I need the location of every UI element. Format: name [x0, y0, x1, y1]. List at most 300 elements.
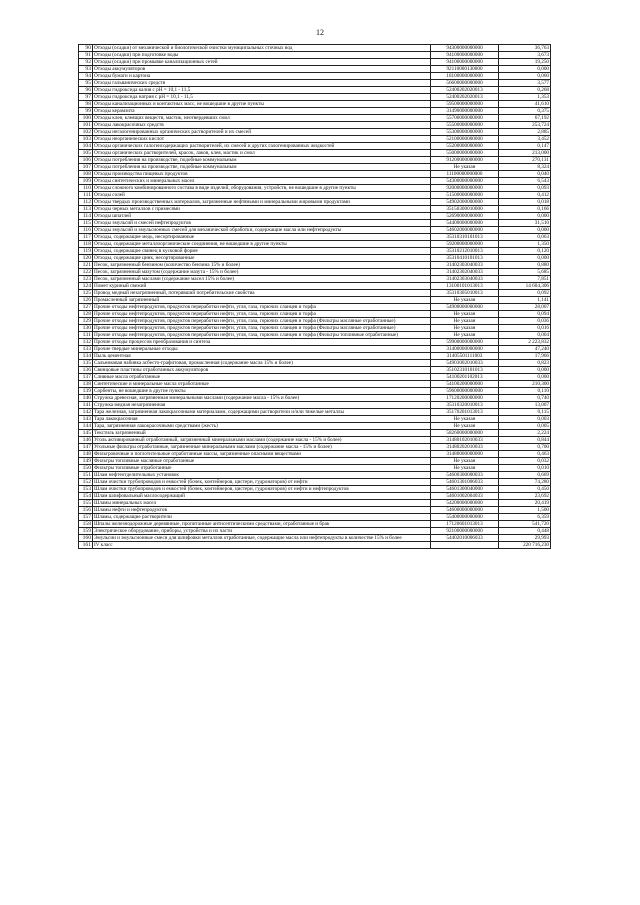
row-number: 155 — [79, 500, 93, 507]
waste-name: Прочие отходы нефтепродуктов, продуктов переработки нефти, угля, газа, горючих сланцев и торфа — [93, 311, 431, 318]
waste-quantity: 0,000 — [499, 367, 551, 374]
table-row — [79, 444, 551, 451]
table-row — [79, 262, 551, 269]
waste-quantity: 0,120 — [499, 248, 551, 255]
waste-quantity: 2 223,832 — [499, 339, 551, 346]
waste-quantity: 23,692 — [499, 493, 551, 500]
waste-table-body — [79, 45, 551, 549]
waste-code: 59500000000000 — [431, 101, 499, 108]
waste-quantity: 6,359 — [499, 514, 551, 521]
waste-code: 94300000000000 — [431, 45, 499, 52]
waste-quantity: 31,510 — [499, 220, 551, 227]
waste-quantity: 17,966 — [499, 353, 551, 360]
table-row — [79, 150, 551, 157]
row-number: 148 — [79, 451, 93, 458]
table-row — [79, 94, 551, 101]
waste-name: Пыль цементная — [93, 353, 431, 360]
page-number: 12 — [316, 28, 324, 37]
waste-quantity: 0,166 — [499, 206, 551, 213]
table-row — [79, 395, 551, 402]
table-row — [79, 45, 551, 52]
row-number: 95 — [79, 80, 93, 87]
waste-quantity: 0,880 — [499, 262, 551, 269]
row-number: 125 — [79, 290, 93, 297]
waste-code: 52100000000000 — [431, 136, 499, 143]
waste-code: Не указан — [431, 318, 499, 325]
waste-name: Отходы эмульсий и эмульсионных смесей для механической обработки, содержащие масла или нефтепродукты — [93, 227, 431, 234]
waste-name: Фильтры топливные отработанные — [93, 465, 431, 472]
waste-quantity: 210,300 — [499, 381, 551, 388]
waste-code: 54601002004033 — [431, 493, 499, 500]
waste-code: Не указан — [431, 458, 499, 465]
waste-quantity: 29,993 — [499, 535, 551, 542]
table-row — [79, 269, 551, 276]
table-row — [79, 136, 551, 143]
waste-quantity: 0,700 — [499, 444, 551, 451]
waste-quantity: 0,004 — [499, 332, 551, 339]
waste-code: 31400000000000 — [431, 346, 499, 353]
waste-code: 35310320010013 — [431, 402, 499, 409]
waste-quantity: 0,000 — [499, 66, 551, 73]
waste-name: Текстиль загрязненный — [93, 430, 431, 437]
waste-name: Отходы сложного комбинированного состава в виде изделий, оборудования, устройств, не вошедшие в другие пункты — [93, 185, 431, 192]
table-row — [79, 101, 551, 108]
table-row — [79, 423, 551, 430]
row-number: 113 — [79, 206, 93, 213]
table-row — [79, 192, 551, 199]
waste-code: 35310410101013 — [431, 255, 499, 262]
waste-code: 55200000000000 — [431, 143, 499, 150]
waste-code: 52400202020013 — [431, 87, 499, 94]
table-row — [79, 409, 551, 416]
waste-name: Отходы лакокрасочных средств — [93, 122, 431, 129]
waste-code: 35310212010013 — [431, 248, 499, 255]
waste-name: Отходы эмульсий и смесей нефтепродуктов — [93, 220, 431, 227]
waste-quantity: 20,419 — [499, 500, 551, 507]
waste-quantity: 0,094 — [499, 311, 551, 318]
row-number: 104 — [79, 143, 93, 150]
waste-code: 59900000000000 — [431, 339, 499, 346]
row-number: 105 — [79, 150, 93, 157]
row-number: 112 — [79, 199, 93, 206]
waste-quantity: 13,007 — [499, 402, 551, 409]
waste-code: 54100200000000 — [431, 381, 499, 388]
row-number: 90 — [79, 45, 93, 52]
waste-quantity: 0,000 — [499, 213, 551, 220]
waste-code: 31405501111003 — [431, 353, 499, 360]
waste-name: Отходы твердых производственных материалов, загрязненные нефтяными и минеральными жировыми продуктами — [93, 199, 431, 206]
waste-name: Отходы бумаги и картона — [93, 73, 431, 80]
table-row — [79, 381, 551, 388]
waste-quantity: 3,452 — [499, 136, 551, 143]
table-row — [79, 486, 551, 493]
waste-quantity: 0,412 — [499, 192, 551, 199]
row-number: 96 — [79, 87, 93, 94]
waste-name: Прочие отходы нефтепродуктов, продуктов переработки нефти, угля, газа, горючих сланцев и торфа (Фильтры масляные отработанные) — [93, 318, 431, 325]
waste-quantity: 0,032 — [499, 458, 551, 465]
table-row — [79, 297, 551, 304]
row-number: 129 — [79, 318, 93, 325]
waste-name: Отходы, содержащие металлоорганические соединения, не вошедшие в другие пункты — [93, 241, 431, 248]
table-row — [79, 290, 551, 297]
waste-quantity: 36,763 — [499, 45, 551, 52]
waste-name: Прочие отходы нефтепродуктов, продуктов переработки нефти, угля, газа, горючих сланцев и торфа — [93, 304, 431, 311]
waste-code: 31480000000000 — [431, 451, 499, 458]
row-number: 138 — [79, 381, 93, 388]
waste-name: Эмульсии и эмульсионные смеси для шлифовки металлов отработанные, содержащие масла или нефтепродукты в количестве 15% и более — [93, 535, 431, 542]
table-row — [79, 87, 551, 94]
row-number: 127 — [79, 304, 93, 311]
table-row — [79, 178, 551, 185]
waste-name: Сливные масла отработанные — [93, 374, 431, 381]
table-row — [79, 318, 551, 325]
row-number: 109 — [79, 178, 93, 185]
table-row — [79, 458, 551, 465]
waste-name: Отходы органических галогенсодержащих растворителей, их смесей и других галогенированных жидкостей — [93, 143, 431, 150]
waste-name: Тара, загрязненная лакокрасочными средствами (жесть) — [93, 423, 431, 430]
waste-name: Фильтры топливные масляные отработанные — [93, 458, 431, 465]
table-row — [79, 535, 551, 542]
row-number: 135 — [79, 360, 93, 367]
row-number: 136 — [79, 367, 93, 374]
waste-name: Отходы черных металлов с примесями — [93, 206, 431, 213]
table-row — [79, 430, 551, 437]
waste-code: 55300000000000 — [431, 129, 499, 136]
row-number: 99 — [79, 108, 93, 115]
waste-code: Не указан — [431, 332, 499, 339]
row-number: 115 — [79, 220, 93, 227]
waste-name: Отходы канализационных и контактных масс, не вошедшие в другие пункты — [93, 101, 431, 108]
row-number: 130 — [79, 325, 93, 332]
waste-code: Не указан — [431, 164, 499, 171]
waste-code: 54601301006033 — [431, 479, 499, 486]
waste-quantity: 1,350 — [499, 241, 551, 248]
waste-code: 52690000000000 — [431, 213, 499, 220]
waste-name: Стружка древесная, загрязненная минеральными маслами (содержание масла - 15% и более) — [93, 395, 431, 402]
waste-name: Отходы солей — [93, 192, 431, 199]
row-number: 101 — [79, 122, 93, 129]
waste-name: Электрическое оборудование, приборы, устройства и их части — [93, 528, 431, 535]
waste-code: Не указан — [431, 297, 499, 304]
waste-code: 92110000130000 — [431, 66, 499, 73]
table-row — [79, 346, 551, 353]
table-row — [79, 374, 551, 381]
waste-code: 54601300040000 — [431, 486, 499, 493]
waste-code: 31490000000000 — [431, 108, 499, 115]
waste-quantity: 0,669 — [499, 472, 551, 479]
waste-code: 18100000000000 — [431, 73, 499, 80]
row-number: 133 — [79, 346, 93, 353]
waste-quantity: 0,450 — [499, 486, 551, 493]
row-number: 132 — [79, 339, 93, 346]
waste-name: Шламы нефти и нефтепродуктов — [93, 507, 431, 514]
waste-code: 54600300000033 — [431, 472, 499, 479]
table-row — [79, 283, 551, 290]
row-number: 157 — [79, 514, 93, 521]
row-number: 106 — [79, 157, 93, 164]
waste-quantity: 0,016 — [499, 325, 551, 332]
row-number: 140 — [79, 395, 93, 402]
row-number: 107 — [79, 164, 93, 171]
waste-code: 91200000000000 — [431, 157, 499, 164]
waste-name: Отходы, содержащие свинец в кусковой форме — [93, 248, 431, 255]
waste-quantity: 0,060 — [499, 73, 551, 80]
waste-name: Сальниковая набивка асбесто-графитовая, промасленная (содержание масла 15% и более) — [93, 360, 431, 367]
waste-code: 54900000000000 — [431, 304, 499, 311]
waste-name: Песок, загрязненный мазутом (содержание мазута - 15% и более) — [93, 269, 431, 276]
waste-name: Тара лакокрасочная — [93, 416, 431, 423]
table-row — [79, 227, 551, 234]
waste-code: 54402010006033 — [431, 535, 499, 542]
waste-name: Помет куриный свежий — [93, 283, 431, 290]
waste-quantity: 3,577 — [499, 80, 551, 87]
row-number: 98 — [79, 101, 93, 108]
row-number: 146 — [79, 437, 93, 444]
table-row — [79, 206, 551, 213]
row-number: 122 — [79, 269, 93, 276]
table-row — [79, 185, 551, 192]
table-row — [79, 213, 551, 220]
table-row — [79, 437, 551, 444]
waste-code: 31480102010033 — [431, 437, 499, 444]
table-row — [79, 248, 551, 255]
waste-code: 94100000000000 — [431, 59, 499, 66]
row-number: 143 — [79, 416, 93, 423]
row-number: 120 — [79, 255, 93, 262]
waste-code: 35102310101013 — [431, 367, 499, 374]
table-row — [79, 367, 551, 374]
waste-quantity: 0,375 — [499, 108, 551, 115]
table-row — [79, 311, 551, 318]
waste-code: 92000000000000 — [431, 185, 499, 192]
waste-name: Уголь активированный отработанный, загрязненный минеральными маслами (содержание масла - 15% и более) — [93, 437, 431, 444]
waste-quantity: 1,500 — [499, 507, 551, 514]
waste-name: Отходы аккумуляторов — [93, 66, 431, 73]
waste-name: IV класс — [93, 542, 431, 549]
table-row — [79, 171, 551, 178]
table-row — [79, 304, 551, 311]
waste-code: 51500000000000 — [431, 192, 499, 199]
waste-quantity: 8,324 — [499, 164, 551, 171]
waste-quantity: 0,000 — [499, 227, 551, 234]
table-row — [79, 416, 551, 423]
waste-code: Не указан — [431, 311, 499, 318]
row-number: 158 — [79, 521, 93, 528]
waste-code: 55000000000000 — [431, 150, 499, 157]
table-row — [79, 255, 551, 262]
row-number: 124 — [79, 283, 93, 290]
waste-table — [78, 44, 551, 549]
waste-quantity: 0,110 — [499, 388, 551, 395]
table-row — [79, 59, 551, 66]
waste-name: Отходы (осадки) при промывке канализационных сетей — [93, 59, 431, 66]
waste-code: 31402302040033 — [431, 269, 499, 276]
waste-code: 35310310101013 — [431, 234, 499, 241]
row-number: 93 — [79, 66, 93, 73]
table-row — [79, 122, 551, 129]
waste-quantity: 0,823 — [499, 360, 551, 367]
waste-name: Прочие отходы нефтепродуктов, продуктов переработки нефти, угля, газа, горючих сланцев и торфа (Фильтры топливные отработанные) — [93, 332, 431, 339]
waste-code: 13100101013013 — [431, 283, 499, 290]
waste-code: 31480202010033 — [431, 444, 499, 451]
waste-code: 92100000000000 — [431, 528, 499, 535]
waste-quantity: 0,010 — [499, 465, 551, 472]
waste-code: 55500000000000 — [431, 122, 499, 129]
waste-code: 56600000000000 — [431, 80, 499, 87]
table-row — [79, 234, 551, 241]
waste-quantity: 0,003 — [499, 416, 551, 423]
row-number: 145 — [79, 430, 93, 437]
waste-code: 35170201013013 — [431, 409, 499, 416]
waste-code: 31402303040033 — [431, 276, 499, 283]
table-row — [79, 199, 551, 206]
waste-code — [431, 542, 499, 549]
row-number: 118 — [79, 241, 93, 248]
waste-quantity: 6,543 — [499, 178, 551, 185]
row-number: 121 — [79, 262, 93, 269]
table-row — [79, 388, 551, 395]
waste-quantity: 0,005 — [499, 423, 551, 430]
waste-quantity: 0,000 — [499, 255, 551, 262]
waste-quantity: 14 604,306 — [499, 283, 551, 290]
table-row — [79, 353, 551, 360]
table-row — [79, 80, 551, 87]
waste-quantity: 47,240 — [499, 346, 551, 353]
waste-name: Песок, загрязненный маслами (содержание масел 15% и более) — [93, 276, 431, 283]
row-number: 131 — [79, 332, 93, 339]
table-row — [79, 514, 551, 521]
waste-code: Не указан — [431, 325, 499, 332]
waste-name: Тара железная, загрязненная лакокрасочными материалами, содержащими растворители и/или тяжелые металлы — [93, 409, 431, 416]
waste-quantity: 0,018 — [499, 199, 551, 206]
row-number: 128 — [79, 311, 93, 318]
waste-quantity: 0,147 — [499, 143, 551, 150]
table-row — [79, 52, 551, 59]
waste-quantity: 74,280 — [499, 479, 551, 486]
waste-quantity: 220 716,230 — [499, 542, 551, 549]
waste-name: Фильтровочные и поглотительные отработанные массы, загрязненные опасными веществами — [93, 451, 431, 458]
row-number: 94 — [79, 73, 93, 80]
waste-quantity: 5,685 — [499, 269, 551, 276]
waste-name: Шлам очистки трубопроводов и емкостей (бочек, контейнеров, цистерн, гудронаторов) от нефти — [93, 479, 431, 486]
row-number: 151 — [79, 472, 93, 479]
waste-code: 54902000000000 — [431, 199, 499, 206]
waste-name: Свинцовые пластины отработанных аккумуляторов — [93, 367, 431, 374]
table-row — [79, 332, 551, 339]
waste-quantity: 0,740 — [499, 395, 551, 402]
row-number: 144 — [79, 423, 93, 430]
row-number: 114 — [79, 213, 93, 220]
waste-code: 54903002010033 — [431, 360, 499, 367]
table-row — [79, 500, 551, 507]
waste-code: 54400000000000 — [431, 220, 499, 227]
waste-name: Шпалы железнодорожные деревянные, пропитанные антисептическими средствами, отработанные и брак — [93, 521, 431, 528]
waste-code: 59600000000000 — [431, 388, 499, 395]
table-row — [79, 493, 551, 500]
table-row — [79, 339, 551, 346]
waste-code: 31402303040033 — [431, 262, 499, 269]
waste-name: Отходы шпатлей — [93, 213, 431, 220]
row-number: 117 — [79, 234, 93, 241]
waste-name: Отходы гидроксида натрия с pH = 10,1 - 11,5 — [93, 94, 431, 101]
waste-name: Шламы, содержащие растворители — [93, 514, 431, 521]
table-row — [79, 241, 551, 248]
row-number: 149 — [79, 458, 93, 465]
waste-quantity: 213,000 — [499, 150, 551, 157]
waste-quantity: 0,036 — [499, 318, 551, 325]
row-number: 91 — [79, 52, 93, 59]
waste-code: 55700000000000 — [431, 115, 499, 122]
waste-quantity: 1,141 — [499, 297, 551, 304]
waste-code: 54300000000000 — [431, 178, 499, 185]
row-number: 142 — [79, 409, 93, 416]
waste-name: Стружка медная незагрязненная — [93, 402, 431, 409]
row-number: 102 — [79, 129, 93, 136]
waste-quantity: 0,268 — [499, 87, 551, 94]
row-number: 134 — [79, 353, 93, 360]
row-number: 141 — [79, 402, 93, 409]
waste-name: Прочие отходы нефтепродуктов, продуктов переработки нефти, угля, газа, горючих сланцев и торфа (Фильтры масляные отработанные) — [93, 325, 431, 332]
waste-name: Шлам нефтеотделительных установок — [93, 472, 431, 479]
waste-name: Отходы синтетических и минеральных масел — [93, 178, 431, 185]
row-number: 119 — [79, 248, 93, 255]
waste-quantity: 0,000 — [499, 374, 551, 381]
table-row — [79, 325, 551, 332]
waste-name: Сорбенты, не вошедшие в другие пункты — [93, 388, 431, 395]
row-number: 116 — [79, 227, 93, 234]
waste-quantity: 28,007 — [499, 304, 551, 311]
waste-quantity: 41,610 — [499, 101, 551, 108]
waste-name: Угольные фильтры отработанные, загрязненные минеральными маслами (содержание масла - 15% и более) — [93, 444, 431, 451]
row-number: 160 — [79, 535, 93, 542]
waste-name: Отходы производства пищевых продуктов — [93, 171, 431, 178]
waste-name: Провод медный незагрязненный, потерявший потребительские свойства — [93, 290, 431, 297]
waste-code: 35310305010013 — [431, 290, 499, 297]
row-number: 147 — [79, 444, 93, 451]
waste-name: Шлам очистки трубопроводов и емкостей (бочек, контейнеров, цистерн, гудронаторов) от нефти и нефтепродуктов — [93, 486, 431, 493]
waste-name: Отходы клея, клеящих веществ, мастик, неотвердевших смол — [93, 115, 431, 122]
row-number: 152 — [79, 479, 93, 486]
table-row — [79, 451, 551, 458]
table-row — [79, 73, 551, 80]
table-row — [79, 115, 551, 122]
row-number: 154 — [79, 493, 93, 500]
table-row — [79, 66, 551, 73]
waste-quantity: 1,353 — [499, 94, 551, 101]
waste-quantity: 253,724 — [499, 122, 551, 129]
waste-code: Не указан — [431, 465, 499, 472]
row-number: 137 — [79, 374, 93, 381]
waste-quantity: 0,092 — [499, 290, 551, 297]
waste-name: Отходы (осадки) при подготовке воды — [93, 52, 431, 59]
row-number: 153 — [79, 486, 93, 493]
waste-name: Отходы гальванических средств — [93, 80, 431, 87]
waste-code: 17120200000000 — [431, 395, 499, 402]
row-number: 108 — [79, 171, 93, 178]
waste-quantity: 0,063 — [499, 234, 551, 241]
waste-name: Отходы, содержащие медь, несортированные — [93, 234, 431, 241]
waste-code: 54600000000000 — [431, 507, 499, 514]
waste-code: 55400000000000 — [431, 514, 499, 521]
waste-quantity: 19,250 — [499, 59, 551, 66]
waste-quantity: 541,720 — [499, 521, 551, 528]
row-number: 100 — [79, 115, 93, 122]
waste-code: 11100000000000 — [431, 171, 499, 178]
waste-code: 94100000000000 — [431, 52, 499, 59]
row-number: 161 — [79, 542, 93, 549]
table-row — [79, 157, 551, 164]
table-row — [79, 465, 551, 472]
